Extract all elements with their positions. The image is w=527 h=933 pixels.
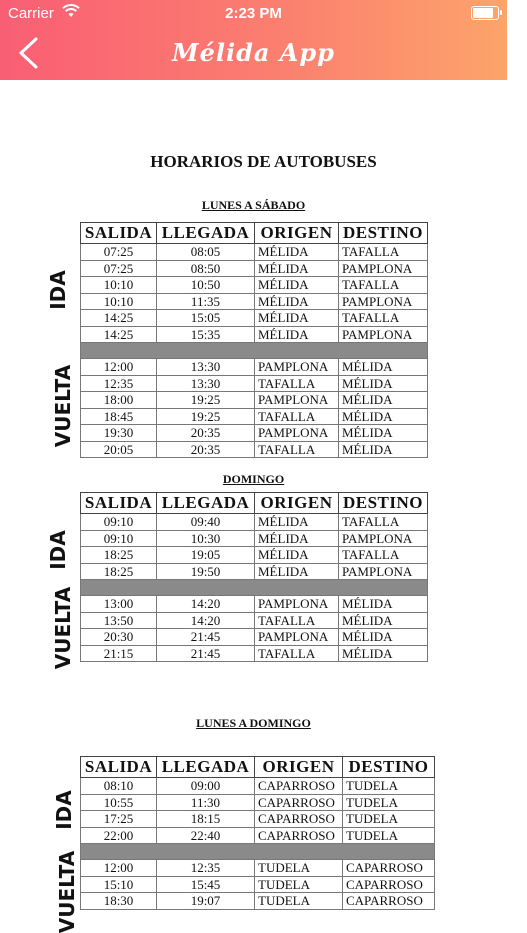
ida-label: IDA xyxy=(45,530,70,570)
cell-origen: TAFALLA xyxy=(255,612,339,629)
column-header-destino: DESTINO xyxy=(339,493,428,514)
cell-origen: PAMPLONA xyxy=(255,425,339,442)
table-row xyxy=(81,244,428,261)
cell-llegada: 13:30 xyxy=(157,359,255,376)
cell-origen: PAMPLONA xyxy=(255,359,339,376)
cell-salida: 18:25 xyxy=(81,563,157,580)
cell-llegada: 14:20 xyxy=(157,596,255,613)
section-title: LUNES A DOMINGO xyxy=(196,716,311,730)
cell-destino: TAFALLA xyxy=(339,277,428,294)
section-divider xyxy=(81,343,428,359)
table-row xyxy=(81,293,428,310)
cell-llegada: 15:05 xyxy=(157,310,255,327)
cell-destino: MÉLIDA xyxy=(339,629,428,646)
table-row xyxy=(81,794,435,811)
cell-llegada: 19:07 xyxy=(157,893,255,910)
cell-llegada: 18:15 xyxy=(157,811,255,828)
section-divider xyxy=(81,580,428,596)
table-row xyxy=(81,645,428,662)
column-header-origen: ORIGEN xyxy=(255,493,339,514)
cell-salida: 18:25 xyxy=(81,547,157,564)
cell-origen: MÉLIDA xyxy=(255,293,339,310)
table-row xyxy=(81,425,428,442)
cell-destino: TUDELA xyxy=(343,811,435,828)
cell-origen: TUDELA xyxy=(255,876,343,893)
cell-destino: PAMPLONA xyxy=(339,260,428,277)
cell-salida: 10:10 xyxy=(81,293,157,310)
cell-destino: CAPARROSO xyxy=(343,860,435,877)
cell-salida: 07:25 xyxy=(81,260,157,277)
cell-destino: TAFALLA xyxy=(339,310,428,327)
cell-llegada: 15:45 xyxy=(157,876,255,893)
cell-origen: TUDELA xyxy=(255,893,343,910)
cell-llegada: 11:35 xyxy=(157,293,255,310)
cell-salida: 21:15 xyxy=(81,645,157,662)
cell-destino: MÉLIDA xyxy=(339,392,428,409)
cell-llegada: 09:40 xyxy=(157,514,255,531)
column-header-destino: DESTINO xyxy=(343,757,435,778)
cell-salida: 14:25 xyxy=(81,310,157,327)
table-row xyxy=(81,629,428,646)
cell-origen: TUDELA xyxy=(255,860,343,877)
cell-llegada: 11:30 xyxy=(157,794,255,811)
table-row xyxy=(81,876,435,893)
cell-llegada: 09:00 xyxy=(157,778,255,795)
divider-cell xyxy=(81,343,428,359)
cell-llegada: 12:35 xyxy=(157,860,255,877)
cell-llegada: 20:35 xyxy=(157,441,255,458)
cell-llegada: 21:45 xyxy=(157,629,255,646)
cell-origen: MÉLIDA xyxy=(255,530,339,547)
cell-destino: TAFALLA xyxy=(339,514,428,531)
cell-origen: CAPARROSO xyxy=(255,811,343,828)
header-row xyxy=(81,757,435,778)
cell-salida: 12:00 xyxy=(81,359,157,376)
cell-salida: 19:30 xyxy=(81,425,157,442)
cell-origen: PAMPLONA xyxy=(255,392,339,409)
cell-origen: MÉLIDA xyxy=(255,547,339,564)
table-row xyxy=(81,408,428,425)
cell-destino: MÉLIDA xyxy=(339,359,428,376)
cell-origen: MÉLIDA xyxy=(255,277,339,294)
cell-llegada: 19:25 xyxy=(157,392,255,409)
cell-destino: PAMPLONA xyxy=(339,293,428,310)
cell-destino: MÉLIDA xyxy=(339,596,428,613)
cell-salida: 07:25 xyxy=(81,244,157,261)
cell-destino: MÉLIDA xyxy=(339,425,428,442)
cell-destino: CAPARROSO xyxy=(343,876,435,893)
column-header-llegada: LLEGADA xyxy=(157,223,255,244)
table-row xyxy=(81,612,428,629)
table-row xyxy=(81,441,428,458)
cell-origen: MÉLIDA xyxy=(255,514,339,531)
column-header-salida: SALIDA xyxy=(81,493,157,514)
cell-salida: 20:05 xyxy=(81,441,157,458)
column-header-llegada: LLEGADA xyxy=(157,493,255,514)
cell-origen: CAPARROSO xyxy=(255,794,343,811)
cell-llegada: 22:40 xyxy=(157,827,255,844)
cell-llegada: 08:50 xyxy=(157,260,255,277)
cell-salida: 14:25 xyxy=(81,326,157,343)
cell-destino: CAPARROSO xyxy=(343,893,435,910)
column-header-salida: SALIDA xyxy=(81,757,157,778)
cell-salida: 12:00 xyxy=(81,860,157,877)
cell-origen: PAMPLONA xyxy=(255,629,339,646)
divider-cell xyxy=(81,580,428,596)
table-row xyxy=(81,514,428,531)
column-header-salida: SALIDA xyxy=(81,223,157,244)
cell-origen: PAMPLONA xyxy=(255,596,339,613)
table-row xyxy=(81,277,428,294)
cell-salida: 15:10 xyxy=(81,876,157,893)
app-title: Mélida App xyxy=(172,38,335,67)
cell-destino: PAMPLONA xyxy=(339,326,428,343)
cell-salida: 12:35 xyxy=(81,375,157,392)
cell-salida: 09:10 xyxy=(81,514,157,531)
cell-llegada: 19:05 xyxy=(157,547,255,564)
cell-destino: MÉLIDA xyxy=(339,612,428,629)
column-header-llegada: LLEGADA xyxy=(157,757,255,778)
cell-origen: TAFALLA xyxy=(255,441,339,458)
cell-salida: 13:00 xyxy=(81,596,157,613)
column-header-origen: ORIGEN xyxy=(255,223,339,244)
cell-salida: 09:10 xyxy=(81,530,157,547)
vuelta-label: VUELTA xyxy=(55,850,80,933)
nav-header xyxy=(0,0,507,80)
cell-llegada: 19:25 xyxy=(157,408,255,425)
battery-icon xyxy=(471,6,499,20)
cell-destino: PAMPLONA xyxy=(339,530,428,547)
cell-llegada: 08:05 xyxy=(157,244,255,261)
cell-llegada: 13:30 xyxy=(157,375,255,392)
timetable xyxy=(80,492,428,662)
cell-origen: MÉLIDA xyxy=(255,260,339,277)
cell-salida: 22:00 xyxy=(81,827,157,844)
document-title: HORARIOS DE AUTOBUSES xyxy=(150,152,377,171)
table-row xyxy=(81,811,435,828)
status-bar xyxy=(0,0,507,28)
cell-origen: MÉLIDA xyxy=(255,563,339,580)
table-row xyxy=(81,375,428,392)
cell-llegada: 10:30 xyxy=(157,530,255,547)
cell-origen: MÉLIDA xyxy=(255,310,339,327)
cell-llegada: 14:20 xyxy=(157,612,255,629)
schedule-document[interactable] xyxy=(0,80,507,933)
cell-salida: 10:10 xyxy=(81,277,157,294)
timetable xyxy=(80,222,428,458)
ida-label: IDA xyxy=(51,790,76,830)
ida-label: IDA xyxy=(45,270,70,310)
section-title: DOMINGO xyxy=(222,472,285,486)
cell-llegada: 19:50 xyxy=(157,563,255,580)
cell-llegada: 15:35 xyxy=(157,326,255,343)
column-header-destino: DESTINO xyxy=(339,223,428,244)
cell-origen: TAFALLA xyxy=(255,408,339,425)
table-row xyxy=(81,893,435,910)
table-row xyxy=(81,326,428,343)
cell-llegada: 21:45 xyxy=(157,645,255,662)
table-row xyxy=(81,530,428,547)
vuelta-label: VUELTA xyxy=(51,364,76,448)
cell-salida: 08:10 xyxy=(81,778,157,795)
table-row xyxy=(81,547,428,564)
cell-salida: 18:30 xyxy=(81,893,157,910)
vuelta-label: VUELTA xyxy=(51,586,76,670)
cell-salida: 20:30 xyxy=(81,629,157,646)
table-row xyxy=(81,563,428,580)
column-header-origen: ORIGEN xyxy=(255,757,343,778)
cell-salida: 10:55 xyxy=(81,794,157,811)
cell-origen: CAPARROSO xyxy=(255,778,343,795)
cell-destino: MÉLIDA xyxy=(339,645,428,662)
cell-llegada: 10:50 xyxy=(157,277,255,294)
table-row xyxy=(81,392,428,409)
header-row xyxy=(81,223,428,244)
cell-destino: MÉLIDA xyxy=(339,375,428,392)
cell-destino: MÉLIDA xyxy=(339,408,428,425)
cell-destino: PAMPLONA xyxy=(339,563,428,580)
cell-origen: CAPARROSO xyxy=(255,827,343,844)
cell-origen: TAFALLA xyxy=(255,645,339,662)
divider-cell xyxy=(81,844,435,860)
carrier-label: Carrier xyxy=(8,5,54,22)
timetable xyxy=(80,756,435,910)
table-row xyxy=(81,860,435,877)
table-row xyxy=(81,596,428,613)
cell-destino: MÉLIDA xyxy=(339,441,428,458)
table-row xyxy=(81,260,428,277)
cell-salida: 17:25 xyxy=(81,811,157,828)
section-title: LUNES A SÁBADO xyxy=(201,198,306,212)
table-row xyxy=(81,778,435,795)
cell-salida: 13:50 xyxy=(81,612,157,629)
header-row xyxy=(81,493,428,514)
cell-llegada: 20:35 xyxy=(157,425,255,442)
status-time: 2:23 PM xyxy=(225,5,282,22)
section-divider xyxy=(81,844,435,860)
cell-destino: TAFALLA xyxy=(339,547,428,564)
cell-origen: MÉLIDA xyxy=(255,326,339,343)
cell-destino: TUDELA xyxy=(343,827,435,844)
cell-salida: 18:00 xyxy=(81,392,157,409)
table-row xyxy=(81,827,435,844)
cell-destino: TAFALLA xyxy=(339,244,428,261)
cell-destino: TUDELA xyxy=(343,794,435,811)
cell-salida: 18:45 xyxy=(81,408,157,425)
table-row xyxy=(81,310,428,327)
cell-destino: TUDELA xyxy=(343,778,435,795)
cell-origen: TAFALLA xyxy=(255,375,339,392)
cell-origen: MÉLIDA xyxy=(255,244,339,261)
table-row xyxy=(81,359,428,376)
